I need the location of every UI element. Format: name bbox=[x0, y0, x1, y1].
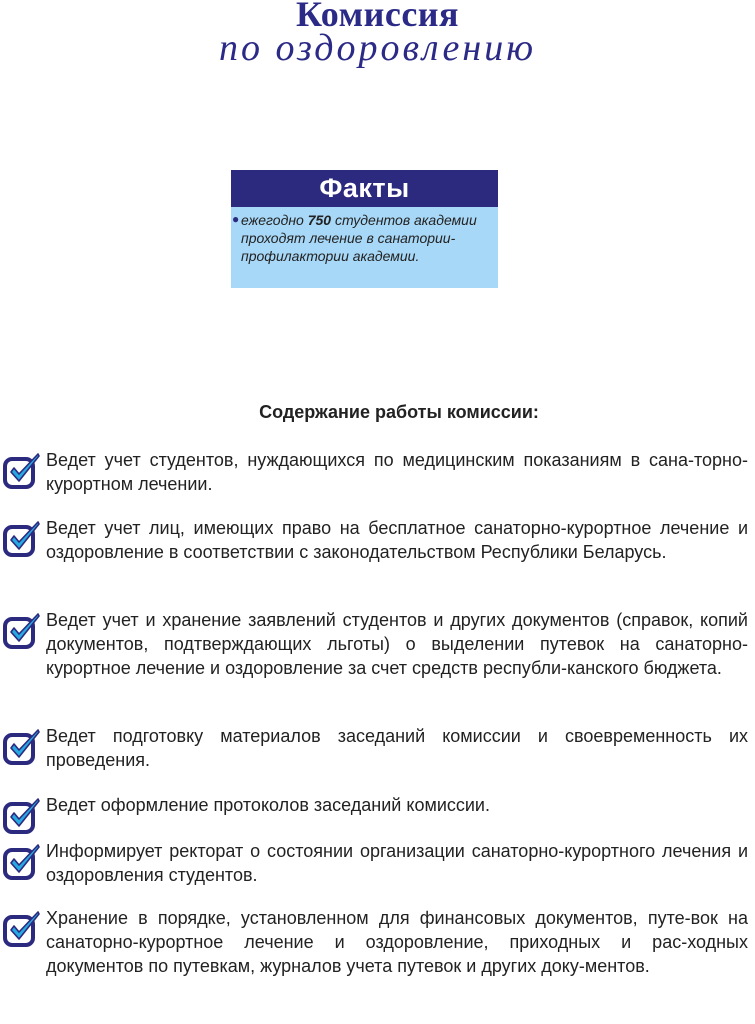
checkbox-checked-icon bbox=[2, 797, 42, 837]
list-item-text: Ведет учет лиц, имеющих право на бесплатное санаторно-курортное лечение и оздоровление в соответствии с законодательством Республики Беларусь. bbox=[46, 518, 748, 562]
section-heading: Содержание работы комиссии: bbox=[259, 402, 539, 422]
facts-text-after: студентов академии проходят лечение в санатории-профилактории академии. bbox=[241, 212, 477, 264]
facts-text bbox=[231, 207, 498, 265]
list-item-text: Ведет оформление протоколов заседаний комиссии. bbox=[46, 795, 490, 815]
checkbox-checked-icon bbox=[2, 452, 42, 492]
facts-heading: Факты bbox=[231, 170, 498, 207]
checkbox-checked-icon bbox=[2, 728, 42, 768]
checkbox-checked-icon bbox=[2, 843, 42, 883]
list-item-text: Ведет учет студентов, нуждающихся по медицинским показаниям в сана-торно-курортном лечении. bbox=[46, 450, 748, 494]
checkbox-checked-icon bbox=[2, 910, 42, 950]
bullet-icon: ● bbox=[232, 212, 240, 226]
checkbox-checked-icon bbox=[2, 612, 42, 652]
facts-number: 750 bbox=[307, 212, 332, 228]
list-item-text: Хранение в порядке, установленном для финансовых документов, путе-вок на санаторно-курортное лечение и оздоровление, приходных и рас-ходных документов по путевкам, журналов учета путевок и других доку-ментов. bbox=[46, 908, 748, 976]
list-item-text: Информирует ректорат о состоянии организации санаторно-курортного лечения и оздоровления студентов. bbox=[46, 841, 748, 885]
page-subtitle: по оздоровлению bbox=[218, 27, 537, 69]
page-title: Комиссия bbox=[295, 0, 460, 34]
facts-text-before: ежегодно bbox=[241, 212, 308, 228]
checkbox-checked-icon bbox=[2, 520, 42, 560]
list-item-text: Ведет подготовку материалов заседаний комиссии и своевременность их проведения. bbox=[46, 726, 748, 770]
list-item-text: Ведет учет и хранение заявлений студентов и других документов (справок, копий документов, подтверждающих льготы) о выделении путевок на санаторно-курортное лечение и оздоровление за счет средств республи-канского бюджета. bbox=[46, 610, 748, 678]
facts-box bbox=[231, 170, 498, 288]
